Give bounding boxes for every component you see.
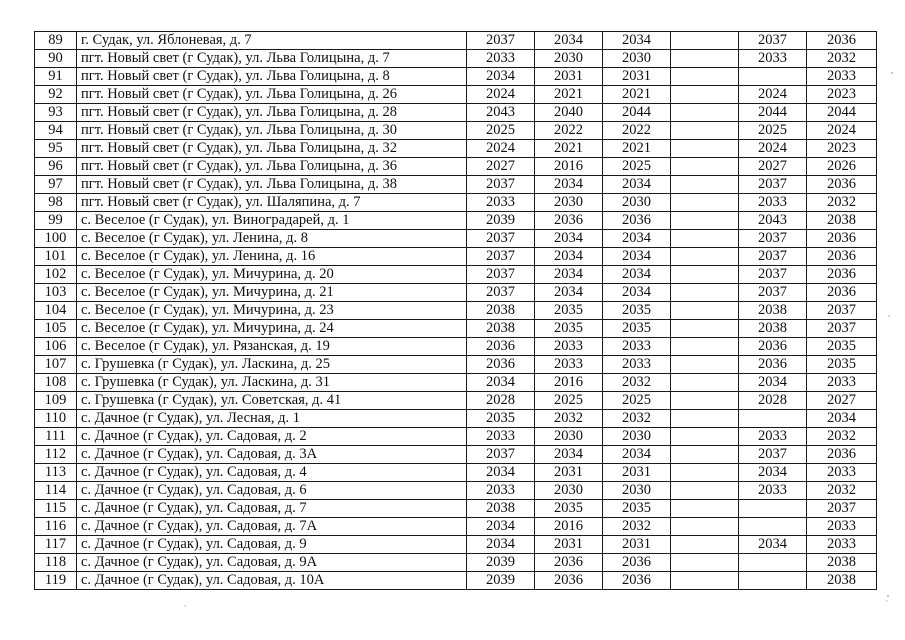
year-cell-5: 2034 (739, 374, 807, 392)
year-cell-4 (671, 464, 739, 482)
year-cell-6: 2032 (807, 482, 877, 500)
address-cell: пгт. Новый свет (г Судак), ул. Льва Голицына, д. 26 (77, 86, 467, 104)
year-cell-1: 2037 (467, 284, 535, 302)
year-cell-5: 2044 (739, 104, 807, 122)
year-cell-1: 2033 (467, 194, 535, 212)
table-row (35, 86, 877, 104)
year-cell-6: 2032 (807, 50, 877, 68)
address-cell: с. Грушевка (г Судак), ул. Ласкина, д. 25 (77, 356, 467, 374)
address-cell: с. Веселое (г Судак), ул. Ленина, д. 16 (77, 248, 467, 266)
year-cell-4 (671, 140, 739, 158)
table-row (35, 410, 877, 428)
year-cell-4 (671, 302, 739, 320)
row-number: 113 (35, 464, 77, 482)
year-cell-2: 2021 (535, 86, 603, 104)
year-cell-5: 2037 (739, 266, 807, 284)
year-cell-1: 2037 (467, 446, 535, 464)
year-cell-1: 2036 (467, 338, 535, 356)
year-cell-1: 2038 (467, 320, 535, 338)
row-number: 107 (35, 356, 77, 374)
year-cell-4 (671, 320, 739, 338)
year-cell-4 (671, 410, 739, 428)
year-cell-2: 2031 (535, 464, 603, 482)
year-cell-2: 2025 (535, 392, 603, 410)
year-cell-5: 2027 (739, 158, 807, 176)
year-cell-5: 2025 (739, 122, 807, 140)
year-cell-6: 2037 (807, 500, 877, 518)
year-cell-5: 2037 (739, 284, 807, 302)
address-cell: пгт. Новый свет (г Судак), ул. Льва Голицына, д. 30 (77, 122, 467, 140)
year-cell-4 (671, 212, 739, 230)
table-row (35, 32, 877, 50)
year-cell-6: 2033 (807, 374, 877, 392)
year-cell-1: 2028 (467, 392, 535, 410)
address-cell: с. Грушевка (г Судак), ул. Ласкина, д. 31 (77, 374, 467, 392)
row-number: 116 (35, 518, 77, 536)
year-cell-3: 2033 (603, 356, 671, 374)
row-number: 102 (35, 266, 77, 284)
year-cell-2: 2030 (535, 428, 603, 446)
year-cell-3: 2035 (603, 302, 671, 320)
year-cell-5: 2036 (739, 356, 807, 374)
year-cell-5: 2024 (739, 140, 807, 158)
year-cell-1: 2025 (467, 122, 535, 140)
year-cell-4 (671, 572, 739, 590)
year-cell-2: 2016 (535, 518, 603, 536)
table-row (35, 122, 877, 140)
year-cell-3: 2035 (603, 500, 671, 518)
row-number: 112 (35, 446, 77, 464)
year-cell-3: 2030 (603, 482, 671, 500)
address-cell: пгт. Новый свет (г Судак), ул. Льва Голицына, д. 28 (77, 104, 467, 122)
row-number: 92 (35, 86, 77, 104)
table-row (35, 536, 877, 554)
year-cell-1: 2039 (467, 572, 535, 590)
year-cell-4 (671, 428, 739, 446)
table-row (35, 446, 877, 464)
year-cell-5: 2037 (739, 446, 807, 464)
year-cell-4 (671, 536, 739, 554)
year-cell-2: 2036 (535, 572, 603, 590)
year-cell-5 (739, 410, 807, 428)
year-cell-2: 2034 (535, 32, 603, 50)
table-row (35, 572, 877, 590)
address-cell: с. Грушевка (г Судак), ул. Советская, д. 41 (77, 392, 467, 410)
year-cell-5 (739, 572, 807, 590)
year-cell-3: 2031 (603, 464, 671, 482)
row-number: 98 (35, 194, 77, 212)
table-row (35, 500, 877, 518)
address-cell: пгт. Новый свет (г Судак), ул. Льва Голицына, д. 8 (77, 68, 467, 86)
year-cell-1: 2036 (467, 356, 535, 374)
year-cell-2: 2022 (535, 122, 603, 140)
year-cell-6: 2038 (807, 572, 877, 590)
year-cell-2: 2034 (535, 266, 603, 284)
row-number: 90 (35, 50, 77, 68)
year-cell-6: 2027 (807, 392, 877, 410)
year-cell-3: 2032 (603, 374, 671, 392)
row-number: 91 (35, 68, 77, 86)
year-cell-6: 2037 (807, 302, 877, 320)
year-cell-3: 2030 (603, 50, 671, 68)
address-cell: с. Дачное (г Судак), ул. Садовая, д. 7 (77, 500, 467, 518)
year-cell-2: 2030 (535, 194, 603, 212)
year-cell-6: 2032 (807, 428, 877, 446)
row-number: 101 (35, 248, 77, 266)
year-cell-2: 2035 (535, 320, 603, 338)
year-cell-6: 2035 (807, 338, 877, 356)
address-cell: с. Веселое (г Судак), ул. Мичурина, д. 24 (77, 320, 467, 338)
year-cell-2: 2036 (535, 554, 603, 572)
address-cell: пгт. Новый свет (г Судак), ул. Льва Голицына, д. 36 (77, 158, 467, 176)
year-cell-6: 2035 (807, 356, 877, 374)
year-cell-4 (671, 32, 739, 50)
year-cell-5: 2037 (739, 248, 807, 266)
table-row (35, 428, 877, 446)
year-cell-6: 2038 (807, 212, 877, 230)
year-cell-4 (671, 284, 739, 302)
year-cell-2: 2016 (535, 158, 603, 176)
year-cell-4 (671, 356, 739, 374)
year-cell-3: 2025 (603, 158, 671, 176)
year-cell-5 (739, 500, 807, 518)
row-number: 117 (35, 536, 77, 554)
year-cell-5: 2033 (739, 428, 807, 446)
row-number: 97 (35, 176, 77, 194)
address-cell: с. Дачное (г Судак), ул. Садовая, д. 2 (77, 428, 467, 446)
year-cell-1: 2037 (467, 266, 535, 284)
year-cell-6: 2026 (807, 158, 877, 176)
year-cell-3: 2034 (603, 446, 671, 464)
address-cell: с. Дачное (г Судак), ул. Садовая, д. 6 (77, 482, 467, 500)
address-cell: пгт. Новый свет (г Судак), ул. Льва Голицына, д. 32 (77, 140, 467, 158)
table-row (35, 554, 877, 572)
year-cell-1: 2037 (467, 32, 535, 50)
row-number: 110 (35, 410, 77, 428)
row-number: 93 (35, 104, 77, 122)
row-number: 89 (35, 32, 77, 50)
row-number: 104 (35, 302, 77, 320)
row-number: 119 (35, 572, 77, 590)
address-cell: с. Веселое (г Судак), ул. Мичурина, д. 21 (77, 284, 467, 302)
row-number: 114 (35, 482, 77, 500)
table-body (35, 32, 877, 590)
table-row (35, 266, 877, 284)
year-cell-6: 2024 (807, 122, 877, 140)
year-cell-5: 2037 (739, 32, 807, 50)
year-cell-4 (671, 446, 739, 464)
year-cell-3: 2032 (603, 410, 671, 428)
year-cell-6: 2036 (807, 446, 877, 464)
year-cell-1: 2037 (467, 230, 535, 248)
year-cell-5: 2037 (739, 176, 807, 194)
year-cell-1: 2034 (467, 374, 535, 392)
year-cell-5: 2033 (739, 482, 807, 500)
year-cell-1: 2024 (467, 86, 535, 104)
year-cell-4 (671, 122, 739, 140)
table-row (35, 68, 877, 86)
year-cell-3: 2044 (603, 104, 671, 122)
address-cell: с. Веселое (г Судак), ул. Рязанская, д. 19 (77, 338, 467, 356)
year-cell-6: 2033 (807, 536, 877, 554)
row-number: 95 (35, 140, 77, 158)
year-cell-5: 2034 (739, 536, 807, 554)
row-number: 99 (35, 212, 77, 230)
year-cell-6: 2033 (807, 518, 877, 536)
year-cell-2: 2033 (535, 338, 603, 356)
year-cell-1: 2038 (467, 500, 535, 518)
year-cell-3: 2030 (603, 428, 671, 446)
year-cell-2: 2032 (535, 410, 603, 428)
row-number: 105 (35, 320, 77, 338)
row-number: 94 (35, 122, 77, 140)
year-cell-4 (671, 230, 739, 248)
year-cell-2: 2033 (535, 356, 603, 374)
address-cell: с. Дачное (г Судак), ул. Садовая, д. 9А (77, 554, 467, 572)
year-cell-4 (671, 104, 739, 122)
year-cell-5: 2036 (739, 338, 807, 356)
year-cell-6: 2032 (807, 194, 877, 212)
year-cell-4 (671, 338, 739, 356)
year-cell-1: 2037 (467, 176, 535, 194)
year-cell-2: 2034 (535, 248, 603, 266)
table-row (35, 194, 877, 212)
year-cell-2: 2034 (535, 176, 603, 194)
table-row (35, 320, 877, 338)
year-cell-6: 2036 (807, 176, 877, 194)
year-cell-4 (671, 86, 739, 104)
year-cell-5: 2037 (739, 230, 807, 248)
year-cell-1: 2039 (467, 554, 535, 572)
row-number: 106 (35, 338, 77, 356)
year-cell-4 (671, 194, 739, 212)
year-cell-1: 2034 (467, 464, 535, 482)
year-cell-3: 2025 (603, 392, 671, 410)
year-cell-4 (671, 248, 739, 266)
address-cell: с. Веселое (г Судак), ул. Мичурина, д. 23 (77, 302, 467, 320)
row-number: 108 (35, 374, 77, 392)
row-number: 115 (35, 500, 77, 518)
year-cell-2: 2031 (535, 536, 603, 554)
address-cell: с. Веселое (г Судак), ул. Виноградарей, д. 1 (77, 212, 467, 230)
year-cell-1: 2038 (467, 302, 535, 320)
row-number: 111 (35, 428, 77, 446)
year-cell-3: 2021 (603, 140, 671, 158)
table-row (35, 482, 877, 500)
year-cell-1: 2039 (467, 212, 535, 230)
year-cell-1: 2033 (467, 50, 535, 68)
address-cell: с. Веселое (г Судак), ул. Мичурина, д. 20 (77, 266, 467, 284)
year-cell-5: 2033 (739, 50, 807, 68)
year-cell-6: 2034 (807, 410, 877, 428)
row-number: 109 (35, 392, 77, 410)
year-cell-1: 2033 (467, 482, 535, 500)
year-cell-4 (671, 266, 739, 284)
year-cell-1: 2034 (467, 68, 535, 86)
address-cell: пгт. Новый свет (г Судак), ул. Льва Голицына, д. 38 (77, 176, 467, 194)
year-cell-4 (671, 554, 739, 572)
year-cell-2: 2031 (535, 68, 603, 86)
year-cell-1: 2043 (467, 104, 535, 122)
year-cell-6: 2036 (807, 284, 877, 302)
table-row (35, 158, 877, 176)
table-row (35, 356, 877, 374)
year-cell-4 (671, 50, 739, 68)
address-cell: с. Дачное (г Судак), ул. Садовая, д. 7А (77, 518, 467, 536)
table-row (35, 338, 877, 356)
year-cell-2: 2036 (535, 212, 603, 230)
year-cell-5: 2038 (739, 302, 807, 320)
address-cell: с. Дачное (г Судак), ул. Садовая, д. 9 (77, 536, 467, 554)
table-row (35, 302, 877, 320)
table-row (35, 518, 877, 536)
year-cell-3: 2036 (603, 212, 671, 230)
year-cell-5: 2034 (739, 464, 807, 482)
year-cell-4 (671, 392, 739, 410)
year-cell-3: 2034 (603, 32, 671, 50)
address-cell: пгт. Новый свет (г Судак), ул. Шаляпина, д. 7 (77, 194, 467, 212)
address-cell: пгт. Новый свет (г Судак), ул. Льва Голицына, д. 7 (77, 50, 467, 68)
year-cell-3: 2022 (603, 122, 671, 140)
year-cell-3: 2031 (603, 536, 671, 554)
address-cell: с. Веселое (г Судак), ул. Ленина, д. 8 (77, 230, 467, 248)
year-cell-3: 2035 (603, 320, 671, 338)
year-cell-2: 2040 (535, 104, 603, 122)
table-row (35, 104, 877, 122)
table-row (35, 284, 877, 302)
year-cell-3: 2034 (603, 230, 671, 248)
year-cell-4 (671, 176, 739, 194)
year-cell-4 (671, 500, 739, 518)
year-cell-5: 2033 (739, 194, 807, 212)
year-cell-3: 2032 (603, 518, 671, 536)
year-cell-5: 2043 (739, 212, 807, 230)
row-number: 100 (35, 230, 77, 248)
address-cell: с. Дачное (г Судак), ул. Садовая, д. 3А (77, 446, 467, 464)
year-cell-2: 2016 (535, 374, 603, 392)
year-cell-6: 2036 (807, 230, 877, 248)
year-cell-2: 2021 (535, 140, 603, 158)
year-cell-5: 2038 (739, 320, 807, 338)
schedule-table (34, 31, 877, 590)
year-cell-1: 2035 (467, 410, 535, 428)
table-row (35, 176, 877, 194)
row-number: 118 (35, 554, 77, 572)
table-row (35, 212, 877, 230)
year-cell-3: 2030 (603, 194, 671, 212)
year-cell-5 (739, 68, 807, 86)
year-cell-6: 2023 (807, 86, 877, 104)
year-cell-1: 2024 (467, 140, 535, 158)
year-cell-2: 2034 (535, 230, 603, 248)
address-cell: с. Дачное (г Судак), ул. Садовая, д. 4 (77, 464, 467, 482)
year-cell-3: 2036 (603, 572, 671, 590)
year-cell-3: 2034 (603, 248, 671, 266)
table-row (35, 392, 877, 410)
year-cell-6: 2023 (807, 140, 877, 158)
row-number: 96 (35, 158, 77, 176)
row-number: 103 (35, 284, 77, 302)
year-cell-4 (671, 482, 739, 500)
year-cell-2: 2030 (535, 50, 603, 68)
table-row (35, 50, 877, 68)
year-cell-2: 2035 (535, 302, 603, 320)
year-cell-6: 2036 (807, 266, 877, 284)
year-cell-5 (739, 554, 807, 572)
year-cell-3: 2036 (603, 554, 671, 572)
year-cell-5: 2024 (739, 86, 807, 104)
year-cell-3: 2034 (603, 176, 671, 194)
year-cell-6: 2036 (807, 32, 877, 50)
year-cell-6: 2033 (807, 464, 877, 482)
year-cell-4 (671, 158, 739, 176)
year-cell-1: 2034 (467, 518, 535, 536)
year-cell-4 (671, 68, 739, 86)
year-cell-6: 2037 (807, 320, 877, 338)
table-row (35, 248, 877, 266)
year-cell-6: 2038 (807, 554, 877, 572)
address-cell: с. Дачное (г Судак), ул. Садовая, д. 10А (77, 572, 467, 590)
address-cell: г. Судак, ул. Яблоневая, д. 7 (77, 32, 467, 50)
address-cell: с. Дачное (г Судак), ул. Лесная, д. 1 (77, 410, 467, 428)
year-cell-3: 2021 (603, 86, 671, 104)
year-cell-1: 2027 (467, 158, 535, 176)
year-cell-3: 2031 (603, 68, 671, 86)
table-row (35, 374, 877, 392)
table-row (35, 230, 877, 248)
year-cell-3: 2033 (603, 338, 671, 356)
year-cell-4 (671, 374, 739, 392)
year-cell-2: 2034 (535, 446, 603, 464)
year-cell-1: 2034 (467, 536, 535, 554)
table-row (35, 464, 877, 482)
year-cell-5: 2028 (739, 392, 807, 410)
year-cell-1: 2037 (467, 248, 535, 266)
year-cell-2: 2034 (535, 284, 603, 302)
year-cell-3: 2034 (603, 284, 671, 302)
year-cell-2: 2035 (535, 500, 603, 518)
year-cell-6: 2033 (807, 68, 877, 86)
year-cell-6: 2036 (807, 248, 877, 266)
year-cell-5 (739, 518, 807, 536)
year-cell-2: 2030 (535, 482, 603, 500)
year-cell-6: 2044 (807, 104, 877, 122)
year-cell-4 (671, 518, 739, 536)
table-row (35, 140, 877, 158)
year-cell-1: 2033 (467, 428, 535, 446)
year-cell-3: 2034 (603, 266, 671, 284)
